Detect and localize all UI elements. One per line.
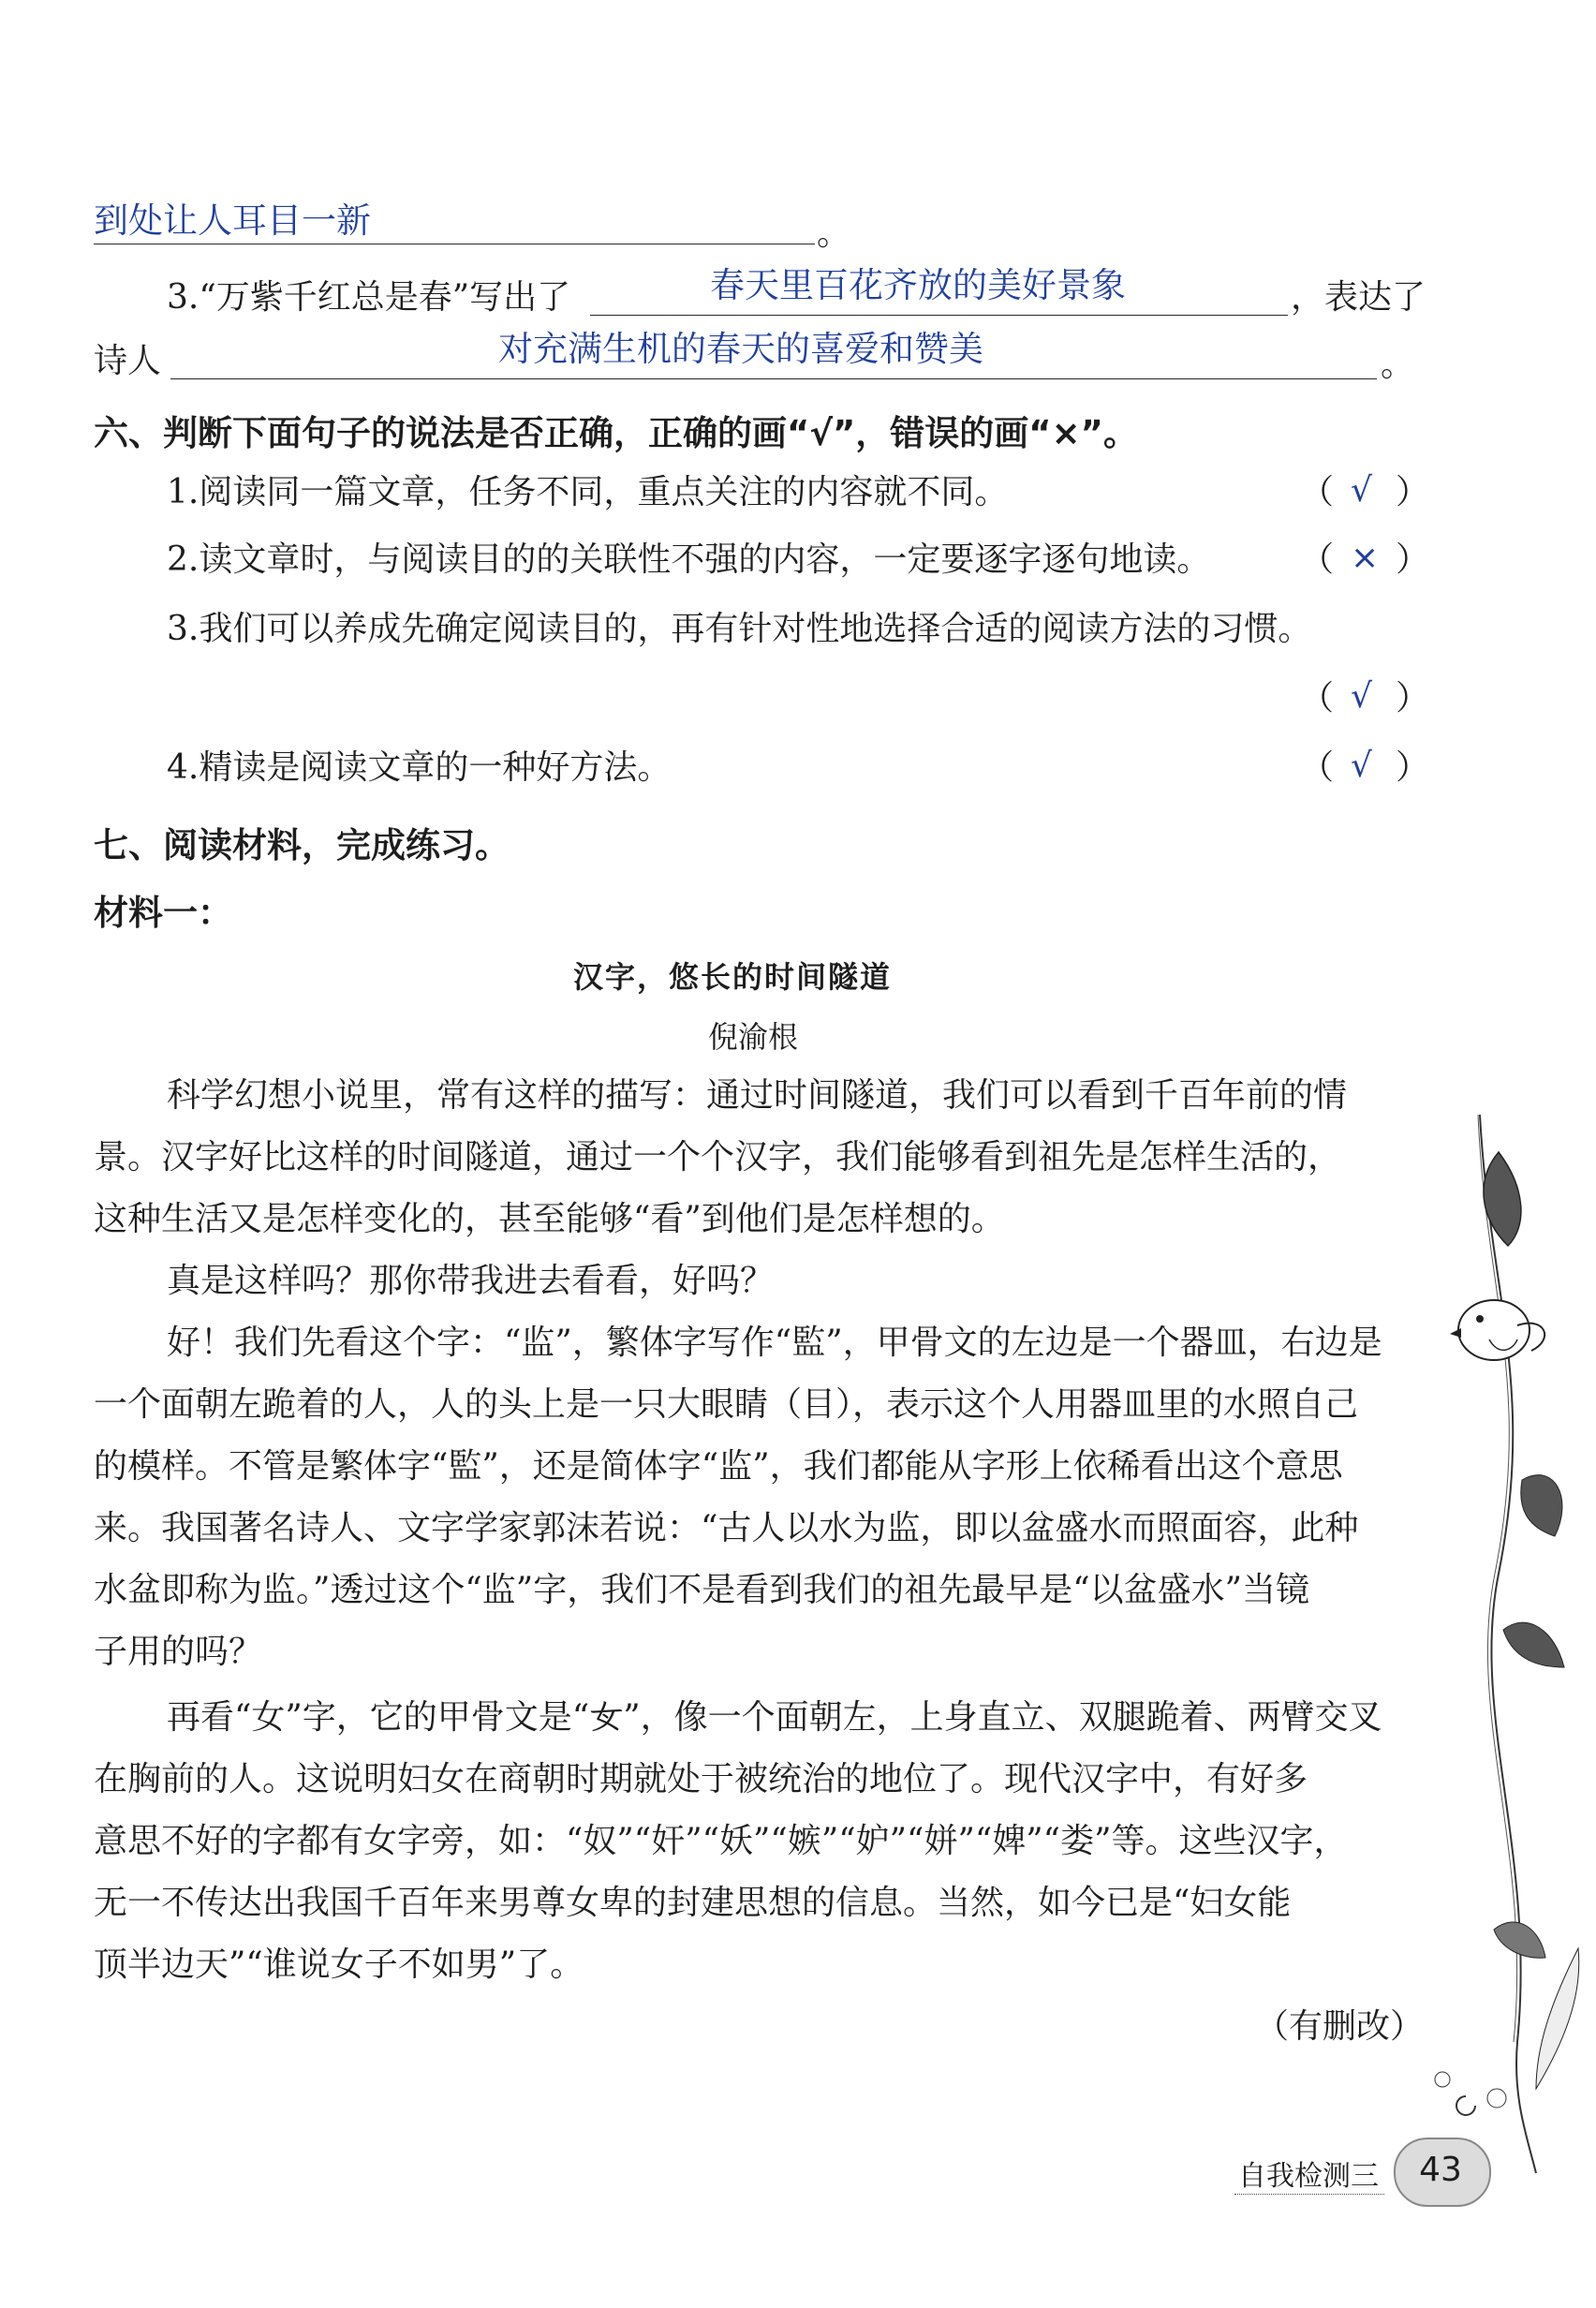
judge-paren-open: （ bbox=[1300, 748, 1335, 787]
judge-mark-3: √ bbox=[1351, 677, 1372, 716]
source-note: （有删改） bbox=[1255, 2007, 1425, 2046]
answer-2-continued: 到处让人耳目一新 bbox=[94, 200, 371, 241]
article-line-11: 再看“女”字，它的甲骨文是“𡚦”，像一个面朝左，上身直立、双腿跪着、两臂交叉 bbox=[167, 1698, 1382, 1737]
article-line-1: 科学幻想小说里，常有这样的描写：通过时间隧道，我们可以看到千百年前的情 bbox=[167, 1076, 1348, 1115]
article-line-6: 一个面朝左跪着的人，人的头上是一只大眼睛（目），表示这个人用器皿里的水照自己 bbox=[94, 1385, 1359, 1424]
question-3-prefix: 3.“万紫千红总是春”写出了 bbox=[167, 278, 571, 317]
question-3-line2-prefix: 诗人 bbox=[94, 342, 162, 380]
article-line-4: 真是这样吗？那你带我进去看看，好吗？ bbox=[167, 1262, 775, 1300]
section-6-heading: 六、判断下面句子的说法是否正确，正确的画“√”，错误的画“×”。 bbox=[94, 413, 1138, 453]
article-title: 汉字，悠长的时间隧道 bbox=[573, 959, 893, 995]
judge-paren-close: ） bbox=[1396, 473, 1430, 511]
article-author: 倪渝根 bbox=[708, 1019, 799, 1055]
judge-mark-1: √ bbox=[1351, 471, 1372, 510]
judge-mark-4: √ bbox=[1351, 747, 1372, 785]
article-line-12: 在胸前的人。这说明妇女在商朝时期就处于被统治的地位了。现代汉字中，有好多 bbox=[94, 1760, 1308, 1798]
article-line-8: 来。我国著名诗人、文字学家郭沫若说：“古人以水为监，即以盆盛水而照面容，此种 bbox=[94, 1509, 1359, 1547]
judge-paren-open: （ bbox=[1300, 473, 1335, 511]
answer-2-end: 。 bbox=[817, 215, 851, 253]
judge-item-4: 4.精读是阅读文章的一种好方法。 bbox=[167, 748, 672, 787]
question-3-mid: ，表达了 bbox=[1291, 278, 1426, 317]
article-line-9: 水盆即称为监。”透过这个“监”字，我们不是看到我们的祖先最早是“以盆盛水”当镜 bbox=[94, 1571, 1310, 1609]
judge-paren-open: （ bbox=[1300, 540, 1335, 579]
article-line-7: 的模样。不管是繁体字“監”，还是简体字“监”，我们都能从字形上依稀看出这个意思 bbox=[94, 1447, 1343, 1486]
question-3-end: 。 bbox=[1381, 346, 1415, 384]
article-line-15: 顶半边天”“谁说女子不如男”了。 bbox=[94, 1946, 584, 1984]
article-line-2: 景。汉字好比这样的时间隧道，通过一个个汉字，我们能够看到祖先是怎样生活的， bbox=[94, 1138, 1342, 1176]
judge-paren-close: ） bbox=[1396, 540, 1430, 579]
judge-item-3: 3.我们可以养成先确定阅读目的，再有针对性地选择合适的阅读方法的习惯。 bbox=[167, 610, 1312, 648]
material-label: 材料一： bbox=[94, 893, 232, 933]
footer-section-label: 自我检测三 bbox=[1238, 2160, 1379, 2193]
answer-3-part2: 对充满生机的春天的喜爱和赞美 bbox=[498, 329, 983, 369]
answer-line-3b bbox=[170, 378, 1377, 379]
footer-underline bbox=[1234, 2194, 1384, 2195]
article-line-13: 意思不好的字都有女字旁，如：“奴”“奸”“妖”“嫉”“妒”“姘”“婢”“娄”等。这些汉字， bbox=[94, 1822, 1348, 1860]
vine-decoration-icon bbox=[1424, 1105, 1592, 2182]
section-7-heading: 七、阅读材料，完成练习。 bbox=[94, 825, 510, 866]
page-number: 43 bbox=[1419, 2151, 1462, 2189]
answer-3-part1: 春天里百花齐放的美好景象 bbox=[710, 265, 1126, 305]
judge-paren-close: ） bbox=[1396, 748, 1430, 787]
article-line-3: 这种生活又是怎样变化的，甚至能够“看”到他们是怎样想的。 bbox=[94, 1200, 1005, 1238]
article-line-14: 无一不传达出我国千百年来男尊女卑的封建思想的信息。当然，如今已是“妇女能 bbox=[94, 1884, 1292, 1922]
article-line-10: 子用的吗？ bbox=[94, 1633, 263, 1671]
judge-item-1: 1.阅读同一篇文章，任务不同，重点关注的内容就不同。 bbox=[167, 473, 1009, 511]
judge-mark-2: × bbox=[1351, 539, 1380, 577]
judge-item-2: 2.读文章时，与阅读目的的关联性不强的内容，一定要逐字逐句地读。 bbox=[167, 540, 1211, 579]
judge-paren-open: （ bbox=[1300, 679, 1335, 718]
article-line-5: 好！我们先看这个字：“监”，繁体字写作“監”，甲骨文的左边是一个器皿，右边是 bbox=[167, 1324, 1382, 1362]
answer-line-3a bbox=[590, 315, 1288, 316]
judge-paren-close: ） bbox=[1396, 679, 1430, 718]
